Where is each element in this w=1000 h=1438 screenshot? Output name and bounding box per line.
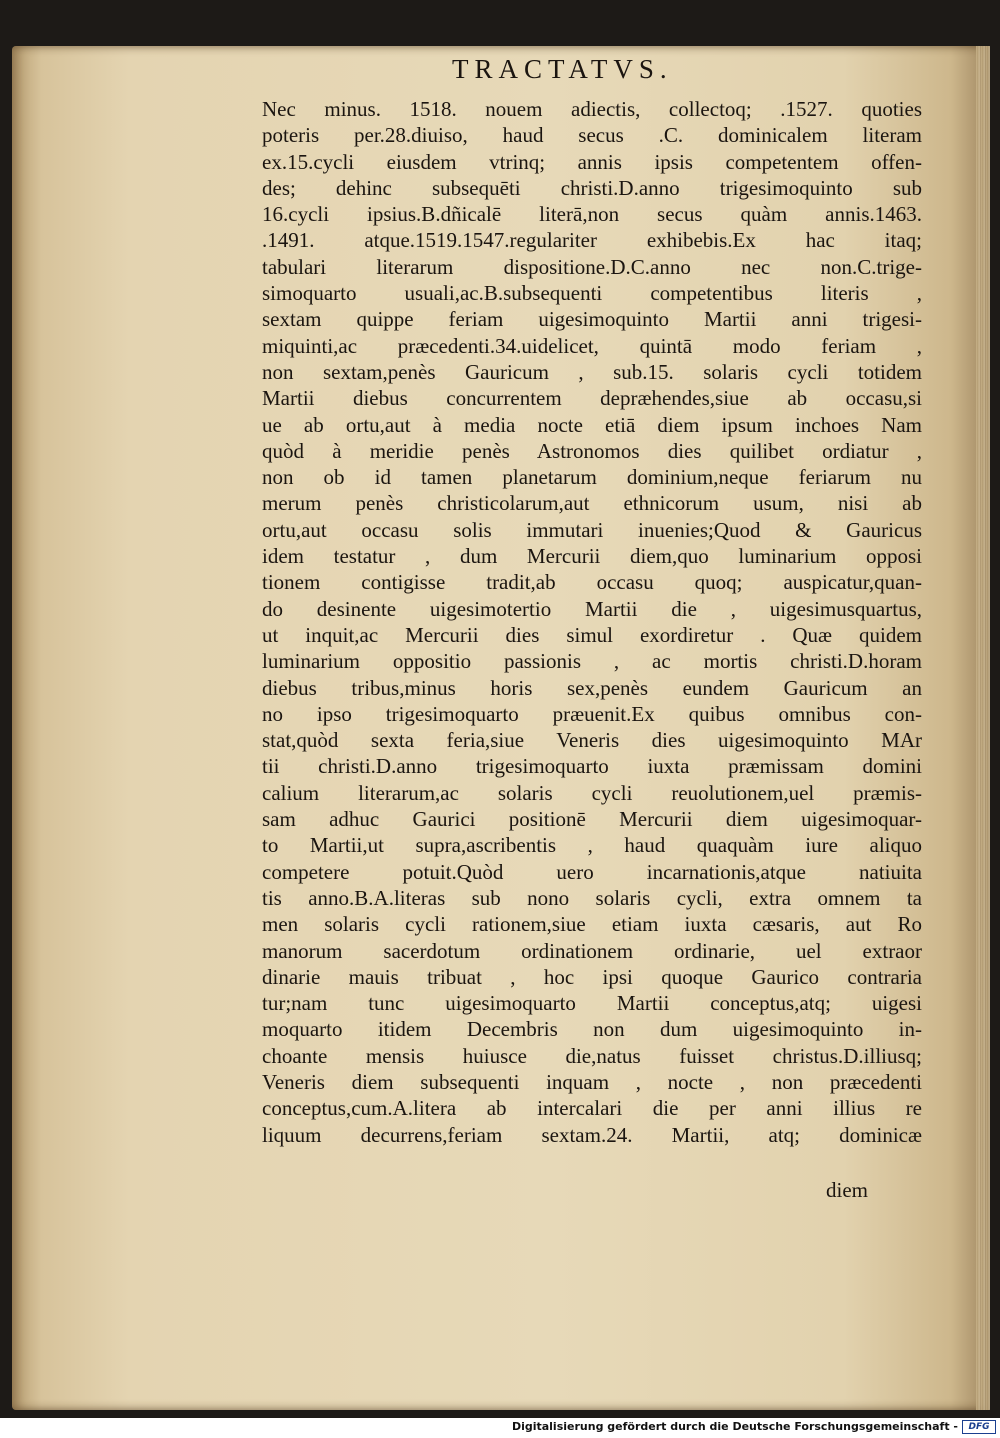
body-text bbox=[262, 96, 922, 1148]
text-line: choante mensis huiusce die,natus fuisset christus.D.illiusq; bbox=[262, 1043, 922, 1068]
text-line: tur;nam tunc uigesimoquarto Martii conceptus,atq; uigesi bbox=[262, 991, 922, 1016]
page-edge bbox=[976, 46, 990, 1410]
text-line: manorum sacerdotum ordinationem ordinarie, uel extraor bbox=[262, 938, 922, 963]
text-line: non sextam,penès Gauricum , sub.15. solaris cycli totidem bbox=[262, 359, 922, 384]
text-line: no ipso trigesimoquarto præuenit.Ex quibus omnibus con- bbox=[262, 701, 922, 726]
text-line: tii christi.D.anno trigesimoquarto iuxta præmissam domini bbox=[262, 754, 922, 779]
text-line: ex.15.cycli eiusdem vtrinq; annis ipsis competentem offen- bbox=[262, 149, 922, 174]
text-line: ortu,aut occasu solis immutari inuenies;Quod & Gauricus bbox=[262, 517, 922, 542]
text-line: dinarie mauis tribuat , hoc ipsi quoque Gaurico contraria bbox=[262, 964, 922, 989]
text-line: Nec minus. 1518. nouem adiectis, collectoq; .1527. quoties bbox=[262, 97, 922, 121]
text-line: do desinente uigesimotertio Martii die , uigesimusquartus, bbox=[262, 596, 922, 621]
text-line: tabulari literarum dispositione.D.C.anno nec non.C.trige- bbox=[262, 254, 922, 279]
text-line: simoquarto usuali,ac.B.subsequenti competentibus literis , bbox=[262, 281, 922, 306]
text-line: stat,quòd sexta feria,siue Veneris dies uigesimoquinto MAr bbox=[262, 728, 922, 753]
catchword: diem bbox=[826, 1178, 868, 1202]
running-head: TRACTATVS. bbox=[452, 54, 673, 84]
text-line: des; dehinc subsequēti christi.D.anno trigesimoquinto sub bbox=[262, 175, 922, 200]
book-page bbox=[12, 46, 990, 1410]
text-line: competere potuit.Quòd uero incarnationis,atque natiuita bbox=[262, 859, 922, 884]
text-line: tis anno.B.A.literas sub nono solaris cycli, extra omnem ta bbox=[262, 885, 922, 910]
text-line: sam adhuc Gaurici positionē Mercurii diem uigesimoquar- bbox=[262, 807, 922, 832]
text-line: sextam quippe feriam uigesimoquinto Martii anni trigesi- bbox=[262, 307, 922, 332]
text-line: men solaris cycli rationem,siue etiam iuxta cæsaris, aut Ro bbox=[262, 912, 922, 937]
text-line: diebus tribus,minus horis sex,penès eundem Gauricum an bbox=[262, 675, 922, 700]
funding-credit: Digitalisierung gefördert durch die Deutsche Forschungsgemeinschaft - bbox=[511, 1420, 958, 1433]
text-line: quòd à meridie penès Astronomos dies quilibet ordiatur , bbox=[262, 438, 922, 463]
text-line: merum penès christicolarum,aut ethnicorum usum, nisi ab bbox=[262, 491, 922, 516]
text-line: liquum decurrens,feriam sextam.24. Martii, atq; dominicæ bbox=[262, 1122, 922, 1147]
text-line: conceptus,cum.A.litera ab intercalari die per anni illius re bbox=[262, 1096, 922, 1121]
text-line: Veneris diem subsequenti inquam , nocte , non præcedenti bbox=[262, 1069, 922, 1094]
text-line: tionem contigisse tradit,ab occasu quoq; auspicatur,quan- bbox=[262, 570, 922, 595]
text-line: .1491. atque.1519.1547.regulariter exhibebis.Ex hac itaq; bbox=[262, 228, 922, 253]
text-line: luminarium oppositio passionis , ac mortis christi.D.horam bbox=[262, 649, 922, 674]
text-line: moquarto itidem Decembris non dum uigesimoquinto in- bbox=[262, 1017, 922, 1042]
text-line: miquinti,ac præcedenti.34.uidelicet, quintā modo feriam , bbox=[262, 333, 922, 358]
text-line: idem testatur , dum Mercurii diem,quo luminarium opposi bbox=[262, 544, 922, 569]
text-line: Martii diebus concurrentem depræhendes,siue ab occasu,si bbox=[262, 386, 922, 411]
text-line: ue ab ortu,aut à media nocte etiā diem ipsum inchoes Nam bbox=[262, 412, 922, 437]
text-line: 16.cycli ipsius.B.dñicalē literā,non secus quàm annis.1463. bbox=[262, 202, 922, 227]
text-line: ut inquit,ac Mercurii dies simul exordiretur . Quæ quidem bbox=[262, 622, 922, 647]
text-line: calium literarum,ac solaris cycli reuolutionem,uel præmis- bbox=[262, 780, 922, 805]
footer-bar bbox=[0, 1418, 1000, 1438]
text-line: to Martii,ut supra,ascribentis , haud quaquàm iure aliquo bbox=[262, 833, 922, 858]
text-line: poteris per.28.diuiso, haud secus .C. dominicalem literam bbox=[262, 123, 922, 148]
dfg-logo: DFG bbox=[962, 1420, 996, 1434]
text-line: non ob id tamen planetarum dominium,neque feriarum nu bbox=[262, 465, 922, 490]
